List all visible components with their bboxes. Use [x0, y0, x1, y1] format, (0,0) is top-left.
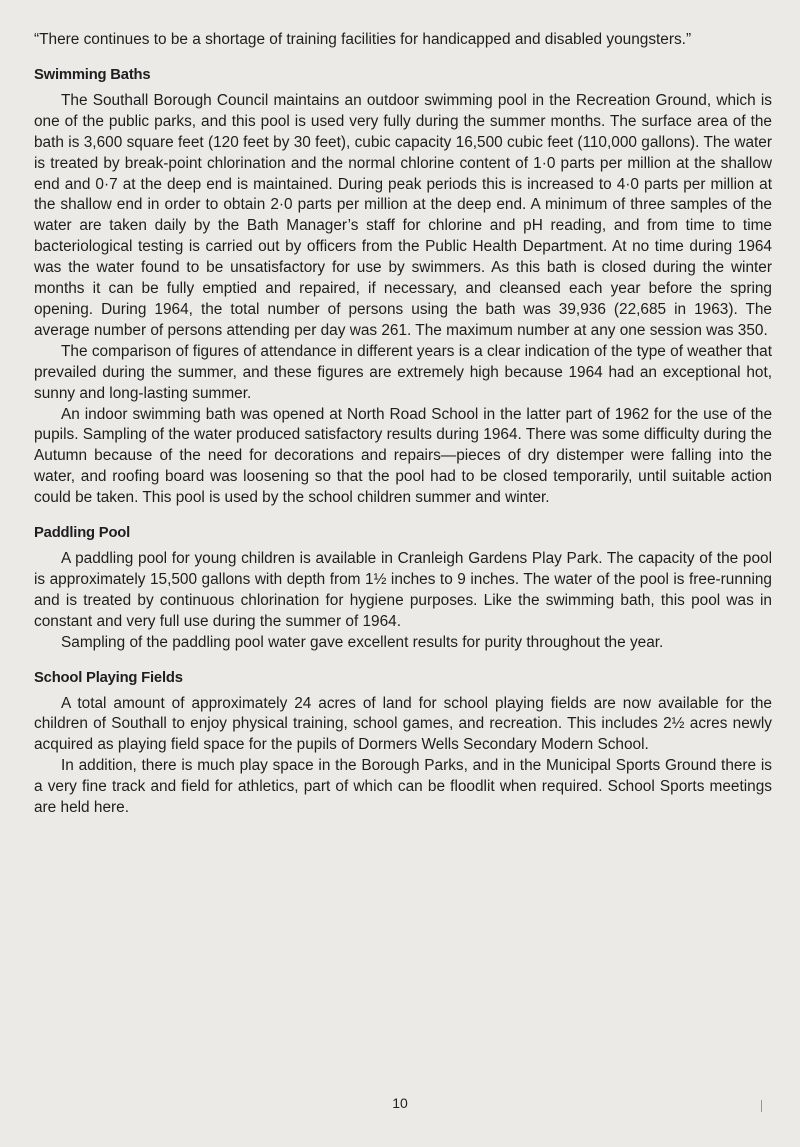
- section-heading: Paddling Pool: [34, 525, 131, 542]
- section-paddling-pool: [34, 523, 772, 654]
- section-heading: Swimming Baths: [34, 66, 151, 83]
- paragraph: The Southall Borough Council maintains an outdoor swimming pool in the Recreation Ground, which is one of the public parks, and this pool is used very fully during the summer months. The surface area of the bath is 3,600 square feet (120 feet by 30 feet), cubic capacity 16,500 cubic feet (110,000 gallons). The water is treated by break-point chlorination and the normal chlorine content of 1·0 parts per million at the shallow end and 0·7 at the deep end is maintained. During peak periods this is increased to 4·0 parts per million at the shallow end in order to obtain 2·0 parts per million at the deep end. A minimum of three samples of the water are taken daily by the Bath Manager’s staff for chlorine and pH reading, and from time to time bacteriological testing is carried out by officers from the Public Health Department. At no time during 1964 was the water found to be unsatisfactory for use by swimmers. As this bath is closed during the winter months it can be fully emptied and repaired, if necessary, and cleansed each year before the spring opening. During 1964, the total number of persons using the bath was 39,936 (22,685 in 1963). The average number of persons attending per day was 261. The maximum number at any one session was 350.: [34, 91, 772, 339]
- section-swimming-baths: [34, 65, 772, 509]
- section-heading: School Playing Fields: [34, 669, 183, 686]
- opening-quote: “There continues to be a shortage of training facilities for handicapped and disabled youngsters.”: [34, 31, 692, 48]
- paragraph: An indoor swimming bath was opened at North Road School in the latter part of 1962 for the use of the pupils. Sampling of the water produced satisfactory results during 1964. There was some difficulty during the Autumn because of the need for decorations and repairs—pieces of dry distemper were falling into the water, and roofing board was loosening so that the pool had to be closed temporarily, until suitable action could be taken. This pool is used by the school children summer and winter.: [34, 405, 772, 507]
- paragraph: A total amount of approximately 24 acres of land for school playing fields are now available for the children of Southall to enjoy physical training, school games, and recreation. This includes 2½ acres newly acquired as playing field space for the pupils of Dormers Wells Secondary Modern School.: [34, 694, 772, 754]
- section-school-playing-fields: [34, 668, 772, 819]
- paragraph: A paddling pool for young children is available in Cranleigh Gardens Play Park. The capacity of the pool is approximately 15,500 gallons with depth from 1½ inches to 9 inches. The water of the pool is free-running and is treated by continuous chlorination for hygiene purposes. Like the swimming bath, this pool was in constant and very full use during the summer of 1964.: [34, 550, 772, 630]
- paragraph: In addition, there is much play space in the Borough Parks, and in the Municipal Sports Ground there is a very fine track and field for athletics, part of which can be floodlit when required. School Sports meetings are held here.: [34, 757, 772, 817]
- page-number: 10: [392, 1095, 408, 1111]
- paragraph: The comparison of figures of attendance in different years is a clear indication of the type of weather that prevailed during the summer, and these figures are extremely high because 1964 had an exceptional hot, sunny and long-lasting summer.: [34, 342, 772, 402]
- document-page: [34, 30, 772, 819]
- paragraph: Sampling of the paddling pool water gave excellent results for purity throughout the year.: [61, 633, 664, 651]
- scan-edge-mark: [761, 1100, 762, 1112]
